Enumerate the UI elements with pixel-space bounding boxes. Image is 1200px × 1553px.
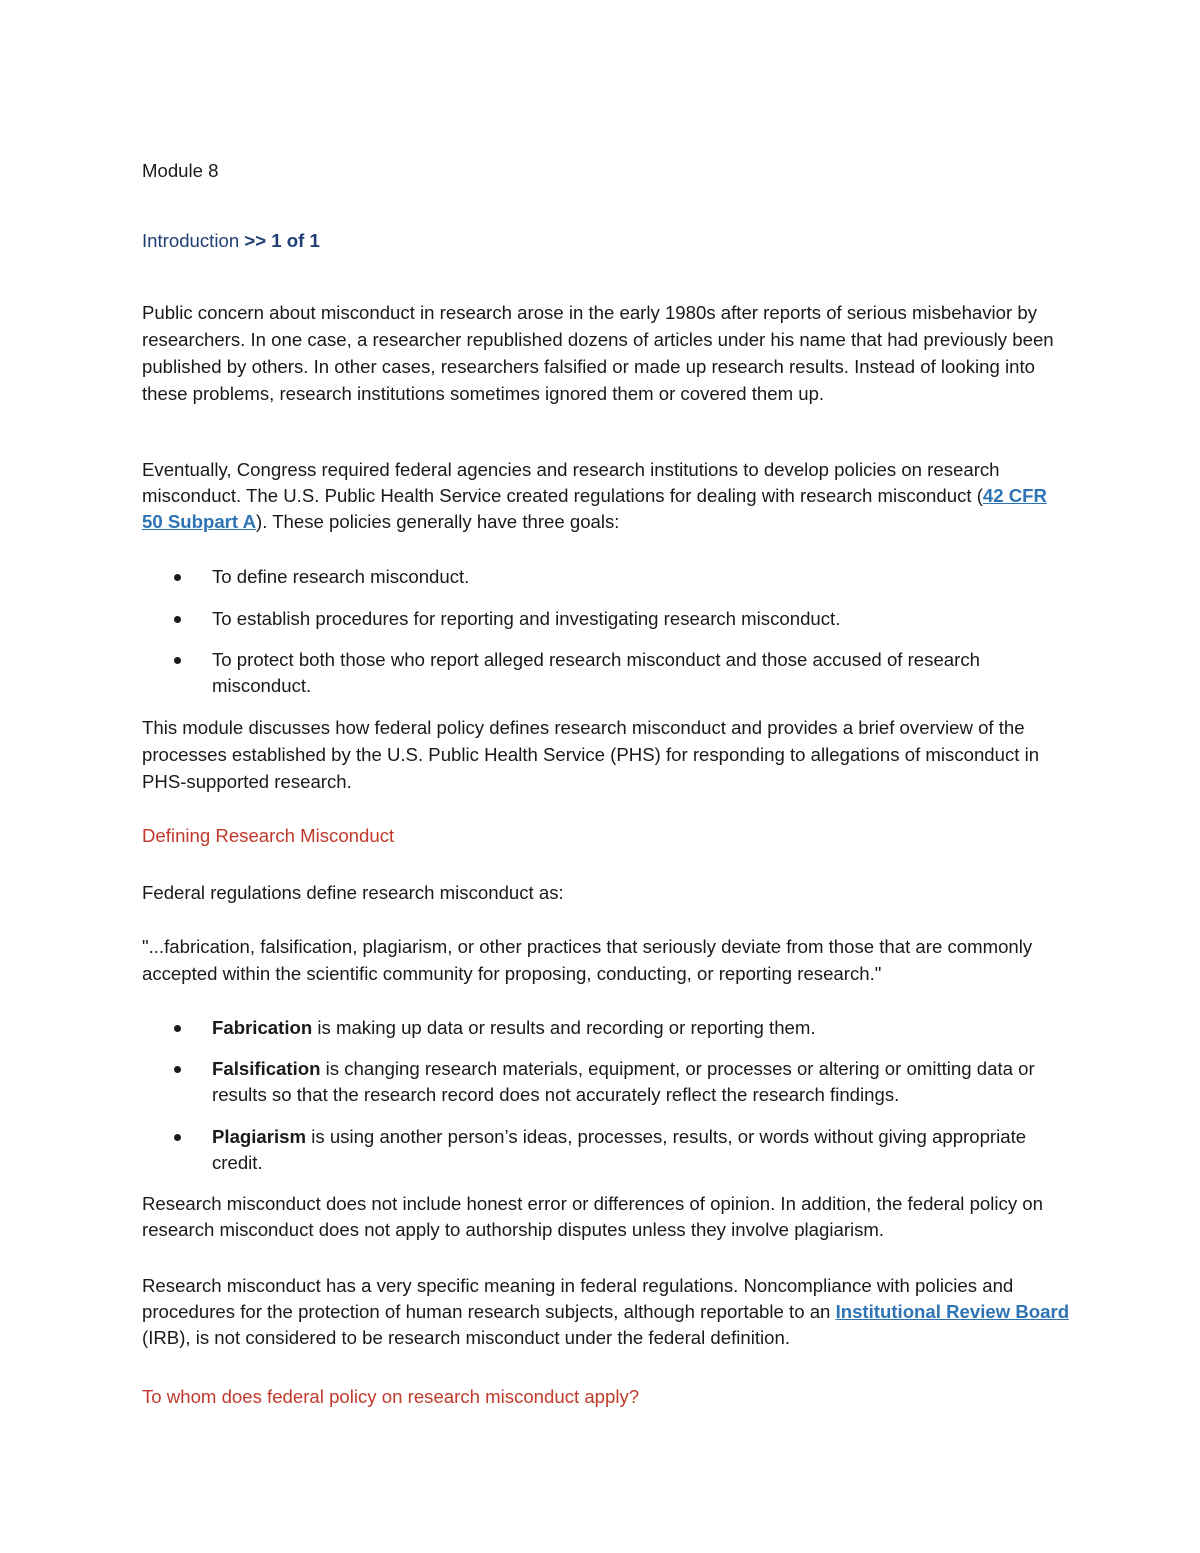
cfr-link[interactable]: 42 CFR 50 Subpart A xyxy=(142,485,1047,532)
list-item xyxy=(142,1056,1072,1108)
list-item xyxy=(142,647,1072,699)
list-item-text: To establish procedures for reporting and investigating research misconduct. xyxy=(212,608,841,629)
section-heading-defining: Defining Research Misconduct xyxy=(142,825,395,846)
document-title: Module 8 xyxy=(142,160,219,181)
bullet-icon xyxy=(174,1134,181,1141)
irb-paragraph-text: Research misconduct has a very specific meaning in federal regulations. Noncompliance with policies and procedures for the protection of human research subjects, although reportable to an xyxy=(142,1275,1014,1322)
list-item-text: is changing research materials, equipment, or processes or altering or omitting data or results so that the research record does not accurately reflect the research findings. xyxy=(212,1058,1035,1105)
definition-quote: "...fabrication, falsification, plagiarism, or other practices that seriously deviate from those that are commonly accepted within the scientific community for proposing, conducting, or reporting research." xyxy=(142,936,1033,984)
list-item xyxy=(142,606,1072,632)
bullet-icon xyxy=(174,657,181,664)
intro-heading-page: >> 1 of 1 xyxy=(244,230,320,251)
term-fabrication: Fabrication xyxy=(212,1017,313,1038)
definition-intro: Federal regulations define research misconduct as: xyxy=(142,882,564,903)
irb-paragraph xyxy=(142,1273,1072,1351)
list-item xyxy=(142,1015,1072,1041)
intro-heading xyxy=(142,227,1072,254)
irb-link[interactable]: Institutional Review Board xyxy=(835,1301,1070,1322)
policy-paragraph-text-end: ). These policies generally have three goals: xyxy=(256,511,620,532)
policy-paragraph-text: Eventually, Congress required federal agencies and research institutions to develop policies on research misconduct. The U.S. Public Health Service created regulations for dealing with research misconduct ( xyxy=(142,459,1000,506)
list-item-text: To protect both those who report alleged research misconduct and those accused of research misconduct. xyxy=(212,649,980,696)
term-plagiarism: Plagiarism xyxy=(212,1126,307,1147)
list-item xyxy=(142,1124,1072,1176)
intro-heading-label: Introduction xyxy=(142,230,245,251)
bullet-icon xyxy=(174,616,181,623)
term-falsification: Falsification xyxy=(212,1058,321,1079)
bullet-icon xyxy=(174,1025,181,1032)
section-heading-apply: To whom does federal policy on research misconduct apply? xyxy=(142,1386,640,1407)
intro-paragraph: Public concern about misconduct in research arose in the early 1980s after reports of serious misbehavior by researchers. In one case, a researcher republished dozens of articles under his name that had previously been published by others. In other cases, researchers falsified or made up research results. Instead of looking into these problems, research institutions sometimes ignored them or covered them up. xyxy=(142,302,1054,404)
exclusions-paragraph: Research misconduct does not include honest error or differences of opinion. In addition, the federal policy on research misconduct does not apply to authorship disputes unless they involve plagiarism. xyxy=(142,1193,1043,1240)
bullet-icon xyxy=(174,574,181,581)
policy-paragraph xyxy=(142,457,1072,535)
list-item-text: is using another person’s ideas, processes, results, or words without giving appropriate credit. xyxy=(212,1126,1027,1173)
list-item-text: To define research misconduct. xyxy=(212,566,470,587)
overview-paragraph: This module discusses how federal policy defines research misconduct and provides a brief overview of the processes established by the U.S. Public Health Service (PHS) for responding to allegations of misconduct in PHS-supported research. xyxy=(142,717,1040,792)
list-item xyxy=(142,564,1072,590)
irb-paragraph-text-end: (IRB), is not considered to be research misconduct under the federal definition. xyxy=(142,1327,791,1348)
list-item-text: is making up data or results and recording or reporting them. xyxy=(312,1017,816,1038)
bullet-icon xyxy=(174,1066,181,1073)
